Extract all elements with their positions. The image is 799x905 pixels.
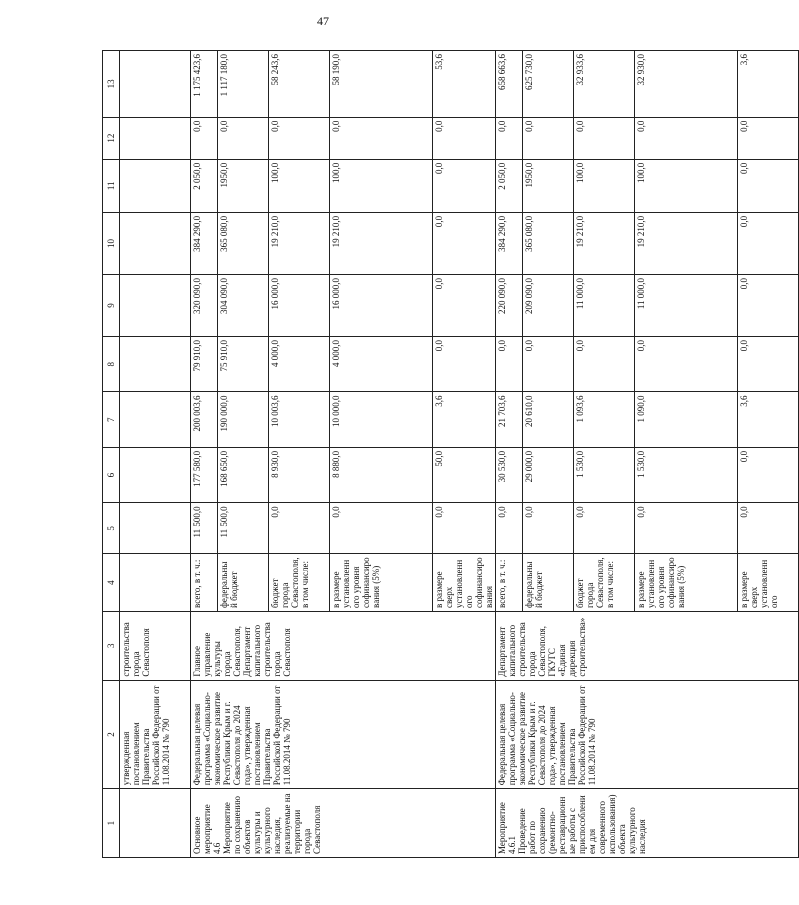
amount-cell: 19 210,0 — [574, 212, 635, 274]
amount-cell: 100,0 — [269, 159, 330, 212]
amount-cell: 19 210,0 — [635, 212, 738, 274]
funding-source: в размере сверх установленного софинансирования — [433, 554, 496, 612]
col-header: 7 — [103, 392, 120, 447]
amount-cell: 10 000,0 — [330, 392, 433, 447]
funding-source: в размере установленного уровня софинансирования (5%) — [330, 554, 433, 612]
continuation-row — [120, 51, 191, 858]
amount-cell: 220 090,0 — [496, 274, 523, 336]
amount-cell: 0,0 — [738, 117, 799, 159]
rotated-table-page — [102, 48, 779, 858]
amount-cell: 658 663,6 — [496, 51, 523, 118]
amount-cell: 190 000,0 — [218, 392, 269, 447]
executor-text: Главное управление культуры города Севастополя, Департамент капитального строительства города Севастополя — [191, 611, 496, 680]
executor-text: Департамент капитального строительства города Севастополя, ГКУГС «Единая дирекция строительства» — [496, 611, 799, 680]
amount-cell: 2 050,0 — [496, 159, 523, 212]
col-header: 1 — [103, 789, 120, 858]
amount-cell: 1 175 423,6 — [191, 51, 218, 118]
amount-cell: 0,0 — [433, 117, 496, 159]
amount-cell: 8 880,0 — [330, 447, 433, 502]
amount-cell: 0,0 — [738, 274, 799, 336]
amount-cell: 0,0 — [574, 117, 635, 159]
col-header: 11 — [103, 159, 120, 212]
amount-cell: 0,0 — [574, 337, 635, 392]
amount-cell: 100,0 — [574, 159, 635, 212]
amount-cell: 320 090,0 — [191, 274, 218, 336]
program-text: Федеральная целевая программа «Социально-экономическое развитие Республики Крым и г. Севастополя до 2024 года», утвержденная постановлением Правительства Российской Федерации от 11.08.2014 № 790 — [496, 680, 799, 789]
col-header: 12 — [103, 117, 120, 159]
amount-cell: 3,6 — [738, 392, 799, 447]
program-text: утвержденная постановлением Правительства Российской Федерации от 11.08.2014 № 790 — [120, 680, 191, 789]
amount-cell: 100,0 — [330, 159, 433, 212]
amount-cell: 0,0 — [269, 117, 330, 159]
cell — [120, 554, 191, 612]
funding-source: бюджет города Севастополя, в том числе: — [574, 554, 635, 612]
amount-cell: 58 190,0 — [330, 51, 433, 118]
col-header: 10 — [103, 212, 120, 274]
amount-cell: 1 117 180,0 — [218, 51, 269, 118]
budget-table — [102, 50, 799, 858]
amount-cell: 0,0 — [269, 503, 330, 554]
funding-source: в размере сверх установленного — [738, 554, 799, 612]
amount-cell: 304 090,0 — [218, 274, 269, 336]
amount-cell: 79 910,0 — [191, 337, 218, 392]
col-header: 8 — [103, 337, 120, 392]
measure-name: Мероприятие 4.6.1 Проведение работ по сохранению (ремонтно-реставрационные работы с приспособлением для современного использования) объекта культурного наследия — [496, 789, 799, 858]
program-text: Федеральная целевая программа «Социально-экономическое развитие Республики Крым и г. Севастополя до 2024 года», утвержденная постановлением Правительства Российской Федерации от 11.08.2014 № 790 — [191, 680, 496, 789]
amount-cell: 16 000,0 — [330, 274, 433, 336]
amount-cell: 100,0 — [635, 159, 738, 212]
col-header: 4 — [103, 554, 120, 612]
amount-cell: 3,6 — [738, 51, 799, 118]
amount-cell: 0,0 — [433, 212, 496, 274]
cell — [120, 789, 191, 858]
amount-cell: 19 210,0 — [330, 212, 433, 274]
table-row — [496, 51, 523, 858]
amount-cell: 4 000,0 — [330, 337, 433, 392]
amount-cell: 0,0 — [738, 447, 799, 502]
amount-cell: 1 530,0 — [635, 447, 738, 502]
col-header: 13 — [103, 51, 120, 118]
amount-cell: 0,0 — [738, 503, 799, 554]
measure-name: Основное мероприятие 4.6 Мероприятие по сохранению объектов культуры и культурного наследия, реализуемые на территории города Севастополя — [191, 789, 496, 858]
amount-cell: 0,0 — [433, 159, 496, 212]
amount-cell: 11 000,0 — [635, 274, 738, 336]
amount-cell: 168 650,0 — [218, 447, 269, 502]
amount-cell: 11 500,0 — [191, 503, 218, 554]
amount-cell: 1 093,6 — [574, 392, 635, 447]
amount-cell: 0,0 — [574, 503, 635, 554]
table-row — [191, 51, 218, 858]
amount-cell: 0,0 — [738, 337, 799, 392]
amount-cell: 0,0 — [496, 337, 523, 392]
amount-cell: 19 210,0 — [269, 212, 330, 274]
amount-cell: 0,0 — [191, 117, 218, 159]
amount-cell: 20 610,0 — [523, 392, 574, 447]
page-number: 47 — [317, 14, 329, 28]
amount-cell: 16 000,0 — [269, 274, 330, 336]
amount-cell: 0,0 — [218, 117, 269, 159]
amount-cell: 209 090,0 — [523, 274, 574, 336]
amount-cell: 0,0 — [523, 117, 574, 159]
amount-cell: 200 003,6 — [191, 392, 218, 447]
amount-cell: 365 080,0 — [523, 212, 574, 274]
funding-source: всего, в т. ч.: — [191, 554, 218, 612]
amount-cell: 0,0 — [330, 117, 433, 159]
funding-source: бюджет города Севастополя, в том числе: — [269, 554, 330, 612]
amount-cell: 384 290,0 — [496, 212, 523, 274]
amount-cell: 1 530,0 — [574, 447, 635, 502]
cell — [120, 392, 191, 447]
amount-cell: 0,0 — [635, 503, 738, 554]
amount-cell: 0,0 — [433, 337, 496, 392]
amount-cell: 75 910,0 — [218, 337, 269, 392]
amount-cell: 32 933,6 — [574, 51, 635, 118]
amount-cell: 11 000,0 — [574, 274, 635, 336]
amount-cell: 0,0 — [738, 212, 799, 274]
col-header: 6 — [103, 447, 120, 502]
cell — [120, 212, 191, 274]
cell — [120, 337, 191, 392]
amount-cell: 1950,0 — [523, 159, 574, 212]
cell — [120, 159, 191, 212]
cell — [120, 274, 191, 336]
amount-cell: 2 050,0 — [191, 159, 218, 212]
amount-cell: 384 290,0 — [191, 212, 218, 274]
cell — [120, 503, 191, 554]
amount-cell: 32 930,0 — [635, 51, 738, 118]
amount-cell: 0,0 — [635, 337, 738, 392]
amount-cell: 0,0 — [496, 117, 523, 159]
col-header: 5 — [103, 503, 120, 554]
col-header: 3 — [103, 611, 120, 680]
column-number-row — [103, 51, 120, 858]
col-header: 9 — [103, 274, 120, 336]
amount-cell: 58 243,6 — [269, 51, 330, 118]
amount-cell: 0,0 — [433, 274, 496, 336]
amount-cell: 1 090,0 — [635, 392, 738, 447]
funding-source: федеральный бюджет — [523, 554, 574, 612]
amount-cell: 0,0 — [496, 503, 523, 554]
amount-cell: 4 000,0 — [269, 337, 330, 392]
amount-cell: 53,6 — [433, 51, 496, 118]
amount-cell: 8 930,0 — [269, 447, 330, 502]
cell — [120, 447, 191, 502]
col-header: 2 — [103, 680, 120, 789]
amount-cell: 21 703,6 — [496, 392, 523, 447]
executor-text: строительства города Севастополя — [120, 611, 191, 680]
cell — [120, 117, 191, 159]
amount-cell: 0,0 — [523, 337, 574, 392]
amount-cell: 0,0 — [523, 503, 574, 554]
amount-cell: 0,0 — [635, 117, 738, 159]
amount-cell: 50,0 — [433, 447, 496, 502]
funding-source: всего, в т. ч.: — [496, 554, 523, 612]
amount-cell: 365 080,0 — [218, 212, 269, 274]
funding-source: федеральный бюджет — [218, 554, 269, 612]
amount-cell: 0,0 — [330, 503, 433, 554]
amount-cell: 3,6 — [433, 392, 496, 447]
amount-cell: 0,0 — [433, 503, 496, 554]
amount-cell: 1950,0 — [218, 159, 269, 212]
funding-source: в размере установленного уровня софинансирования (5%) — [635, 554, 738, 612]
amount-cell: 30 530,0 — [496, 447, 523, 502]
amount-cell: 0,0 — [738, 159, 799, 212]
cell — [120, 51, 191, 118]
amount-cell: 29 000,0 — [523, 447, 574, 502]
amount-cell: 11 500,0 — [218, 503, 269, 554]
amount-cell: 625 730,0 — [523, 51, 574, 118]
amount-cell: 10 003,6 — [269, 392, 330, 447]
amount-cell: 177 580,0 — [191, 447, 218, 502]
